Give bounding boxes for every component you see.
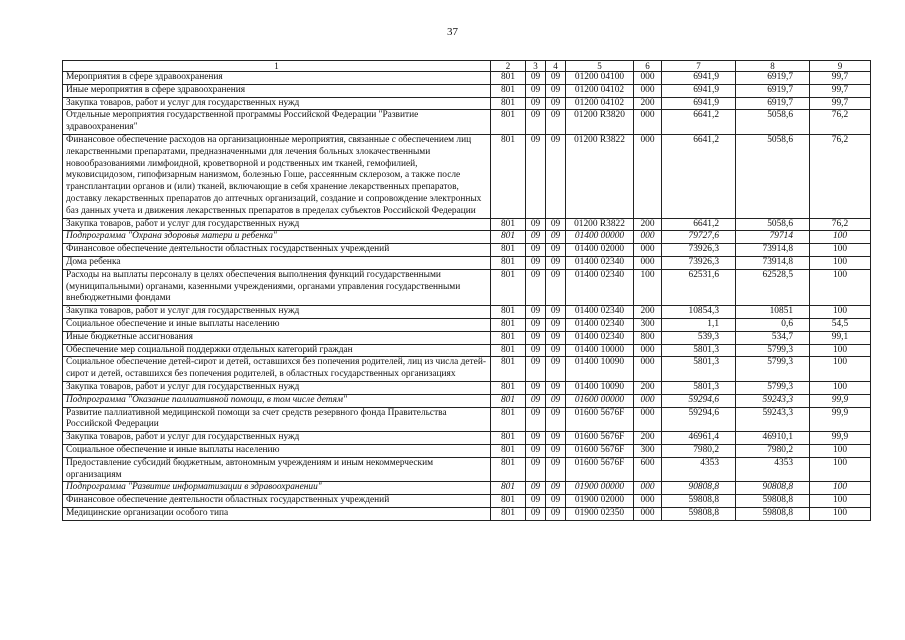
planned-amount-cell: 6641,2 <box>662 218 736 231</box>
row-name-cell: Иные мероприятия в сфере здравоохранения <box>63 84 491 97</box>
row-name-cell: Медицинские организации особого типа <box>63 507 491 520</box>
ministry-code-cell: 801 <box>491 357 526 382</box>
section-code-cell: 09 <box>526 394 546 407</box>
row-name-cell: Отдельные мероприятия государственной программы Российской Федерации "Развитие здравоохранения" <box>63 110 491 135</box>
target-article-cell: 01600 5676F <box>566 432 634 445</box>
target-article-cell: 01200 04102 <box>566 84 634 97</box>
table-row <box>63 256 871 269</box>
ministry-code-cell: 801 <box>491 457 526 482</box>
ministry-code-cell: 801 <box>491 344 526 357</box>
table-row <box>63 231 871 244</box>
executed-amount-cell: 534,7 <box>736 331 810 344</box>
table-row <box>63 97 871 110</box>
subsection-code-cell: 09 <box>546 444 566 457</box>
table-row <box>63 110 871 135</box>
section-code-cell: 09 <box>526 97 546 110</box>
planned-amount-cell: 46961,4 <box>662 432 736 445</box>
section-code-cell: 09 <box>526 244 546 257</box>
percent-cell: 100 <box>810 482 871 495</box>
expense-type-cell: 000 <box>634 231 662 244</box>
section-code-cell: 09 <box>526 444 546 457</box>
header-cell: 6 <box>634 61 662 72</box>
percent-cell: 99,7 <box>810 84 871 97</box>
table-row <box>63 269 871 305</box>
ministry-code-cell: 801 <box>491 482 526 495</box>
table-row <box>63 357 871 382</box>
ministry-code-cell: 801 <box>491 495 526 508</box>
subsection-code-cell: 09 <box>546 110 566 135</box>
section-code-cell: 09 <box>526 318 546 331</box>
percent-cell: 100 <box>810 256 871 269</box>
subsection-code-cell: 09 <box>546 394 566 407</box>
expense-type-cell: 000 <box>634 344 662 357</box>
executed-amount-cell: 10851 <box>736 306 810 319</box>
row-name-cell: Подпрограмма "Развитие информатизации в здравоохранении" <box>63 482 491 495</box>
table-body <box>63 72 871 521</box>
expense-type-cell: 000 <box>634 244 662 257</box>
subsection-code-cell: 09 <box>546 84 566 97</box>
row-name-cell: Мероприятия в сфере здравоохранения <box>63 72 491 85</box>
table-header-row <box>63 61 871 72</box>
target-article-cell: 01400 10090 <box>566 381 634 394</box>
ministry-code-cell: 801 <box>491 444 526 457</box>
percent-cell: 100 <box>810 495 871 508</box>
expense-type-cell: 000 <box>634 407 662 432</box>
table-row <box>63 244 871 257</box>
ministry-code-cell: 801 <box>491 318 526 331</box>
percent-cell: 54,5 <box>810 318 871 331</box>
row-name-cell: Предоставление субсидий бюджетным, автономным учреждениям и иным некоммерческим организациям <box>63 457 491 482</box>
row-name-cell: Финансовое обеспечение деятельности областных государственных учреждений <box>63 495 491 508</box>
expense-type-cell: 300 <box>634 318 662 331</box>
planned-amount-cell: 5801,3 <box>662 357 736 382</box>
expense-type-cell: 800 <box>634 331 662 344</box>
section-code-cell: 09 <box>526 407 546 432</box>
target-article-cell: 01200 04100 <box>566 72 634 85</box>
table-row <box>63 344 871 357</box>
section-code-cell: 09 <box>526 231 546 244</box>
planned-amount-cell: 10854,3 <box>662 306 736 319</box>
percent-cell: 76,2 <box>810 134 871 218</box>
header-cell: 9 <box>810 61 871 72</box>
row-name-cell: Подпрограмма "Охрана здоровья матери и ребенка" <box>63 231 491 244</box>
header-cell: 1 <box>63 61 491 72</box>
section-code-cell: 09 <box>526 134 546 218</box>
executed-amount-cell: 73914,8 <box>736 244 810 257</box>
executed-amount-cell: 79714 <box>736 231 810 244</box>
executed-amount-cell: 0,6 <box>736 318 810 331</box>
subsection-code-cell: 09 <box>546 357 566 382</box>
expense-type-cell: 000 <box>634 495 662 508</box>
expense-type-cell: 600 <box>634 457 662 482</box>
target-article-cell: 01600 5676F <box>566 407 634 432</box>
subsection-code-cell: 09 <box>546 457 566 482</box>
planned-amount-cell: 90808,8 <box>662 482 736 495</box>
executed-amount-cell: 6919,7 <box>736 97 810 110</box>
executed-amount-cell: 4353 <box>736 457 810 482</box>
planned-amount-cell: 7980,2 <box>662 444 736 457</box>
planned-amount-cell: 59294,6 <box>662 394 736 407</box>
section-code-cell: 09 <box>526 507 546 520</box>
planned-amount-cell: 6941,9 <box>662 72 736 85</box>
ministry-code-cell: 801 <box>491 256 526 269</box>
budget-table <box>62 60 871 521</box>
percent-cell: 100 <box>810 231 871 244</box>
expense-type-cell: 000 <box>634 357 662 382</box>
expense-type-cell: 200 <box>634 306 662 319</box>
table-row <box>63 432 871 445</box>
subsection-code-cell: 09 <box>546 218 566 231</box>
target-article-cell: 01900 02000 <box>566 495 634 508</box>
target-article-cell: 01200 R3822 <box>566 218 634 231</box>
table-row <box>63 444 871 457</box>
executed-amount-cell: 5058,6 <box>736 110 810 135</box>
ministry-code-cell: 801 <box>491 432 526 445</box>
executed-amount-cell: 46910,1 <box>736 432 810 445</box>
planned-amount-cell: 73926,3 <box>662 256 736 269</box>
row-name-cell: Финансовое обеспечение расходов на организационные мероприятия, связанные с обеспечением лиц лекарственными препаратами, предназначенными для лечения больных злокачественными новообразованиями лимфоидной, кроветворной и родственных им тканей, гемофилией, муковисцидозом, гипофизарным нанизмом, болезнью Гоше, рассеянным склерозом, а также после трансплантации органов и (или) тканей, включающие в себя хранение лекарственных препаратов, доставку лекарственных препаратов до аптечных организаций, создание и сопровождение электронных баз данных учета и движения лекарственных препаратов в пределах субъектов Российской Федерации <box>63 134 491 218</box>
subsection-code-cell: 09 <box>546 231 566 244</box>
planned-amount-cell: 6941,9 <box>662 97 736 110</box>
ministry-code-cell: 801 <box>491 218 526 231</box>
percent-cell: 100 <box>810 444 871 457</box>
row-name-cell: Обеспечение мер социальной поддержки отдельных категорий граждан <box>63 344 491 357</box>
row-name-cell: Закупка товаров, работ и услуг для государственных нужд <box>63 97 491 110</box>
percent-cell: 76,2 <box>810 110 871 135</box>
percent-cell: 100 <box>810 507 871 520</box>
percent-cell: 100 <box>810 269 871 305</box>
planned-amount-cell: 62531,6 <box>662 269 736 305</box>
row-name-cell: Социальное обеспечение и иные выплаты населению <box>63 444 491 457</box>
section-code-cell: 09 <box>526 218 546 231</box>
section-code-cell: 09 <box>526 344 546 357</box>
row-name-cell: Дома ребенка <box>63 256 491 269</box>
ministry-code-cell: 801 <box>491 97 526 110</box>
table-row <box>63 72 871 85</box>
subsection-code-cell: 09 <box>546 507 566 520</box>
table-row <box>63 318 871 331</box>
section-code-cell: 09 <box>526 495 546 508</box>
target-article-cell: 01900 00000 <box>566 482 634 495</box>
table-row <box>63 457 871 482</box>
executed-amount-cell: 5799,3 <box>736 357 810 382</box>
planned-amount-cell: 73926,3 <box>662 244 736 257</box>
subsection-code-cell: 09 <box>546 331 566 344</box>
expense-type-cell: 200 <box>634 381 662 394</box>
table-row <box>63 331 871 344</box>
ministry-code-cell: 801 <box>491 244 526 257</box>
executed-amount-cell: 59808,8 <box>736 507 810 520</box>
table-row <box>63 306 871 319</box>
ministry-code-cell: 801 <box>491 381 526 394</box>
subsection-code-cell: 09 <box>546 244 566 257</box>
header-cell: 4 <box>546 61 566 72</box>
header-cell: 8 <box>736 61 810 72</box>
subsection-code-cell: 09 <box>546 256 566 269</box>
section-code-cell: 09 <box>526 457 546 482</box>
subsection-code-cell: 09 <box>546 72 566 85</box>
section-code-cell: 09 <box>526 269 546 305</box>
row-name-cell: Закупка товаров, работ и услуг для государственных нужд <box>63 432 491 445</box>
target-article-cell: 01400 10090 <box>566 357 634 382</box>
percent-cell: 100 <box>810 457 871 482</box>
planned-amount-cell: 59808,8 <box>662 507 736 520</box>
target-article-cell: 01200 R3822 <box>566 134 634 218</box>
subsection-code-cell: 09 <box>546 306 566 319</box>
expense-type-cell: 200 <box>634 432 662 445</box>
expense-type-cell: 000 <box>634 482 662 495</box>
subsection-code-cell: 09 <box>546 134 566 218</box>
row-name-cell: Закупка товаров, работ и услуг для государственных нужд <box>63 381 491 394</box>
header-cell: 5 <box>566 61 634 72</box>
ministry-code-cell: 801 <box>491 394 526 407</box>
percent-cell: 99,1 <box>810 331 871 344</box>
target-article-cell: 01600 5676F <box>566 444 634 457</box>
row-name-cell: Развитие паллиативной медицинской помощи за счет средств резервного фонда Правительства Российской Федерации <box>63 407 491 432</box>
executed-amount-cell: 59243,3 <box>736 394 810 407</box>
row-name-cell: Социальное обеспечение детей-сирот и детей, оставшихся без попечения родителей, лиц из числа детей-сирот и детей, оставшихся без попечения родителей, в областных государственных организациях <box>63 357 491 382</box>
ministry-code-cell: 801 <box>491 269 526 305</box>
executed-amount-cell: 59243,3 <box>736 407 810 432</box>
subsection-code-cell: 09 <box>546 269 566 305</box>
expense-type-cell: 100 <box>634 269 662 305</box>
row-name-cell: Социальное обеспечение и иные выплаты населению <box>63 318 491 331</box>
executed-amount-cell: 5799,3 <box>736 381 810 394</box>
percent-cell: 100 <box>810 344 871 357</box>
percent-cell: 100 <box>810 244 871 257</box>
percent-cell: 99,7 <box>810 72 871 85</box>
ministry-code-cell: 801 <box>491 84 526 97</box>
expense-type-cell: 000 <box>634 256 662 269</box>
percent-cell: 99,7 <box>810 97 871 110</box>
subsection-code-cell: 09 <box>546 97 566 110</box>
planned-amount-cell: 6641,2 <box>662 134 736 218</box>
row-name-cell: Закупка товаров, работ и услуг для государственных нужд <box>63 306 491 319</box>
target-article-cell: 01400 02000 <box>566 244 634 257</box>
subsection-code-cell: 09 <box>546 495 566 508</box>
section-code-cell: 09 <box>526 482 546 495</box>
ministry-code-cell: 801 <box>491 110 526 135</box>
planned-amount-cell: 4353 <box>662 457 736 482</box>
table-row <box>63 84 871 97</box>
row-name-cell: Расходы на выплаты персоналу в целях обеспечения выполнения функций государственными (муниципальными) органами, казенными учреждениями, органами управления государственными внебюджетными фондами <box>63 269 491 305</box>
target-article-cell: 01400 02340 <box>566 256 634 269</box>
table-row <box>63 482 871 495</box>
target-article-cell: 01400 02340 <box>566 331 634 344</box>
planned-amount-cell: 6641,2 <box>662 110 736 135</box>
percent-cell: 99,9 <box>810 394 871 407</box>
section-code-cell: 09 <box>526 256 546 269</box>
ministry-code-cell: 801 <box>491 72 526 85</box>
ministry-code-cell: 801 <box>491 231 526 244</box>
executed-amount-cell: 62528,5 <box>736 269 810 305</box>
subsection-code-cell: 09 <box>546 381 566 394</box>
executed-amount-cell: 6919,7 <box>736 84 810 97</box>
ministry-code-cell: 801 <box>491 134 526 218</box>
planned-amount-cell: 6941,9 <box>662 84 736 97</box>
table-row <box>63 134 871 218</box>
expense-type-cell: 300 <box>634 444 662 457</box>
table-row <box>63 381 871 394</box>
executed-amount-cell: 5058,6 <box>736 218 810 231</box>
table-row <box>63 218 871 231</box>
expense-type-cell: 000 <box>634 507 662 520</box>
target-article-cell: 01600 5676F <box>566 457 634 482</box>
planned-amount-cell: 539,3 <box>662 331 736 344</box>
section-code-cell: 09 <box>526 357 546 382</box>
row-name-cell: Подпрограмма "Оказание паллиативной помощи, в том числе детям" <box>63 394 491 407</box>
percent-cell: 99,9 <box>810 407 871 432</box>
table-row <box>63 507 871 520</box>
row-name-cell: Финансовое обеспечение деятельности областных государственных учреждений <box>63 244 491 257</box>
target-article-cell: 01400 10000 <box>566 344 634 357</box>
row-name-cell: Иные бюджетные ассигнования <box>63 331 491 344</box>
section-code-cell: 09 <box>526 432 546 445</box>
percent-cell: 76,2 <box>810 218 871 231</box>
executed-amount-cell: 59808,8 <box>736 495 810 508</box>
percent-cell: 100 <box>810 381 871 394</box>
planned-amount-cell: 5801,3 <box>662 381 736 394</box>
section-code-cell: 09 <box>526 381 546 394</box>
section-code-cell: 09 <box>526 72 546 85</box>
target-article-cell: 01400 02340 <box>566 269 634 305</box>
subsection-code-cell: 09 <box>546 482 566 495</box>
target-article-cell: 01600 00000 <box>566 394 634 407</box>
planned-amount-cell: 59808,8 <box>662 495 736 508</box>
target-article-cell: 01900 02350 <box>566 507 634 520</box>
target-article-cell: 01200 04102 <box>566 97 634 110</box>
target-article-cell: 01200 R3820 <box>566 110 634 135</box>
target-article-cell: 01400 00000 <box>566 231 634 244</box>
expense-type-cell: 000 <box>634 110 662 135</box>
table-row <box>63 495 871 508</box>
percent-cell: 100 <box>810 306 871 319</box>
executed-amount-cell: 90808,8 <box>736 482 810 495</box>
header-cell: 3 <box>526 61 546 72</box>
ministry-code-cell: 801 <box>491 306 526 319</box>
ministry-code-cell: 801 <box>491 507 526 520</box>
target-article-cell: 01400 02340 <box>566 306 634 319</box>
executed-amount-cell: 6919,7 <box>736 72 810 85</box>
executed-amount-cell: 7980,2 <box>736 444 810 457</box>
section-code-cell: 09 <box>526 331 546 344</box>
subsection-code-cell: 09 <box>546 432 566 445</box>
expense-type-cell: 200 <box>634 97 662 110</box>
subsection-code-cell: 09 <box>546 344 566 357</box>
planned-amount-cell: 5801,3 <box>662 344 736 357</box>
expense-type-cell: 200 <box>634 218 662 231</box>
planned-amount-cell: 1,1 <box>662 318 736 331</box>
expense-type-cell: 000 <box>634 394 662 407</box>
table-row <box>63 407 871 432</box>
page-number: 37 <box>447 26 458 38</box>
header-cell: 2 <box>491 61 526 72</box>
subsection-code-cell: 09 <box>546 318 566 331</box>
percent-cell: 100 <box>810 357 871 382</box>
header-cell: 7 <box>662 61 736 72</box>
subsection-code-cell: 09 <box>546 407 566 432</box>
section-code-cell: 09 <box>526 84 546 97</box>
executed-amount-cell: 5058,6 <box>736 134 810 218</box>
section-code-cell: 09 <box>526 306 546 319</box>
ministry-code-cell: 801 <box>491 331 526 344</box>
planned-amount-cell: 79727,6 <box>662 231 736 244</box>
expense-type-cell: 000 <box>634 84 662 97</box>
table-row <box>63 394 871 407</box>
ministry-code-cell: 801 <box>491 407 526 432</box>
expense-type-cell: 000 <box>634 72 662 85</box>
planned-amount-cell: 59294,6 <box>662 407 736 432</box>
target-article-cell: 01400 02340 <box>566 318 634 331</box>
row-name-cell: Закупка товаров, работ и услуг для государственных нужд <box>63 218 491 231</box>
section-code-cell: 09 <box>526 110 546 135</box>
percent-cell: 99,9 <box>810 432 871 445</box>
executed-amount-cell: 5799,3 <box>736 344 810 357</box>
executed-amount-cell: 73914,8 <box>736 256 810 269</box>
expense-type-cell: 000 <box>634 134 662 218</box>
